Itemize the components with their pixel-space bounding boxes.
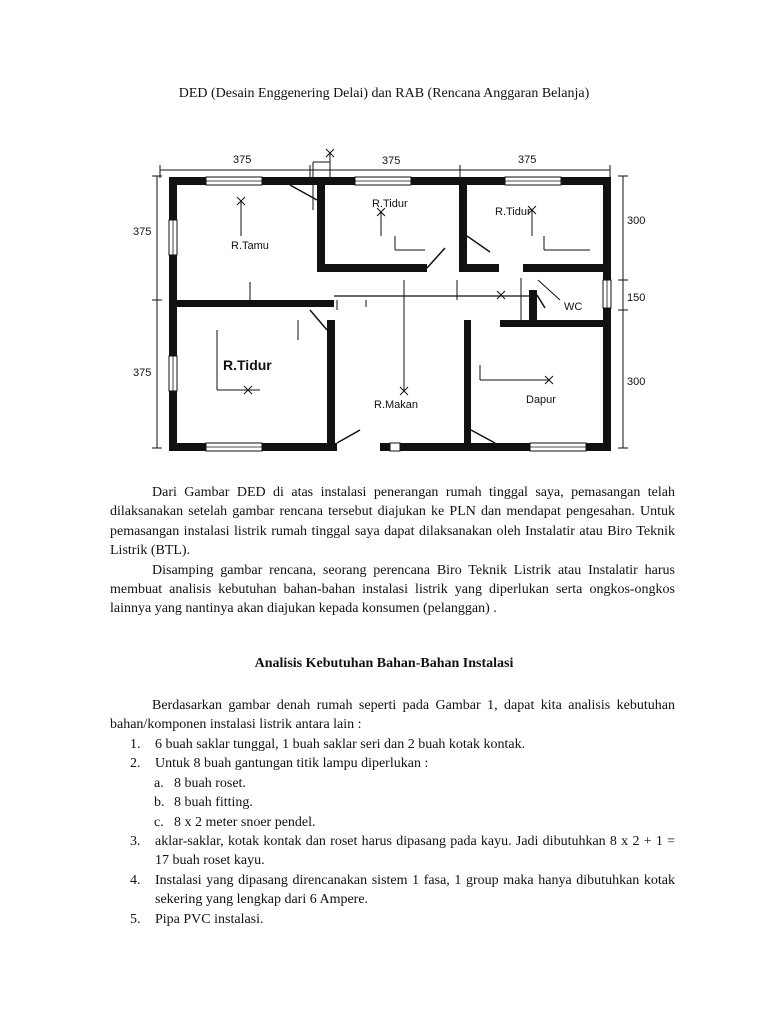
list-item-text: aklar-saklar, kotak kontak dan roset harus dipasang pada kayu. Jadi dibutuhkan 8 x 2 + 1 = 17 buah roset kayu. (155, 834, 675, 869)
room-label-tidur-1: R.Tidur (372, 198, 408, 210)
list-item-number: 5. (130, 911, 141, 927)
section-heading: Analisis Kebutuhan Bahan-Bahan Instalasi (254, 656, 514, 671)
list-item-text: Pipa PVC instalasi. (155, 911, 264, 927)
list-item (110, 832, 675, 871)
list-item (110, 871, 675, 910)
dimension-top-3: 375 (518, 154, 537, 166)
dimension-left-2: 375 (133, 367, 152, 379)
room-label-makan: R.Makan (374, 399, 419, 411)
dimension-right-1: 300 (627, 215, 646, 227)
list-item (110, 910, 675, 929)
document-title: DED (Desain Enggenering Delai) dan RAB (Rencana Anggaran Belanja) (178, 86, 590, 101)
dimension-left-1: 375 (133, 226, 152, 238)
list-item-number: 2. (130, 756, 141, 772)
room-label-tidur-2: R.Tidur (495, 206, 531, 218)
sub-list-item-text: 8 buah roset. (174, 775, 246, 791)
dimension-right-2: 150 (627, 292, 646, 304)
room-label-dapur: Dapur (526, 394, 556, 406)
dimension-top-1: 375 (233, 154, 252, 166)
list-item-number: 4. (130, 872, 141, 888)
sub-list-item-text: 8 buah fitting. (174, 795, 253, 811)
sub-list-item (110, 813, 675, 832)
room-label-tamu: R.Tamu (231, 240, 269, 252)
sub-list-item (110, 793, 675, 812)
room-label-wc: WC (564, 301, 583, 313)
sub-list-item (110, 774, 675, 793)
room-label-tidur-3: R.Tidur (223, 357, 272, 373)
list-item-text: Instalasi yang dipasang direncanakan sistem 1 fasa, 1 group maka hanya dibutuhkan kotak sekering yang lengkap dari 6 Ampere. (155, 872, 675, 908)
dimension-right-3: 300 (627, 376, 646, 388)
materials-list (110, 735, 675, 929)
analysis-intro (110, 696, 675, 735)
sub-list-item-text: 8 x 2 meter snoer pendel. (174, 814, 316, 830)
analysis-intro-text: Berdasarkan gambar denah rumah seperti pada Gambar 1, dapat kita analisis kebutuhan bahan/komponen instalasi listrik antara lain : (110, 698, 675, 733)
list-item-number: 3. (130, 834, 141, 850)
list-item-text: Untuk 8 buah gantungan titik lampu diperlukan : (155, 756, 429, 772)
list-item (110, 754, 675, 773)
list-item-number: 1. (130, 737, 141, 752)
sub-list-item-letter: b. (154, 795, 165, 811)
list-item-text: 6 buah saklar tunggal, 1 buah saklar seri dan 2 buah kotak kontak. (155, 737, 526, 752)
paragraph-2: Disamping gambar rencana, seorang perencana Biro Teknik Listrik atau Instalatir harus membuat analisis kebutuhan bahan-bahan instalasi listrik yang diperlukan serta ongkos-ongkos lainnya yang nantinya akan diajukan kepada konsumen (pelanggan) . (110, 562, 675, 617)
intro-paragraphs (110, 483, 675, 619)
sub-list-item-letter: c. (154, 814, 164, 830)
dimension-top-2: 375 (382, 155, 401, 167)
list-item (110, 735, 675, 754)
paragraph-1: Dari Gambar DED di atas instalasi penerangan rumah tinggal saya, pemasangan telah dilaksanakan setelah gambar rencana tersebut diajukan ke PLN dan mendapat pengesahan. Untuk pemasangan instalasi listrik rumah tinggal saya dapat dilaksanakan oleh Instalatir atau Biro Teknik Listrik (BTL). (110, 485, 675, 559)
floor-plan-diagram (120, 140, 660, 460)
sub-list-item-letter: a. (154, 775, 164, 791)
